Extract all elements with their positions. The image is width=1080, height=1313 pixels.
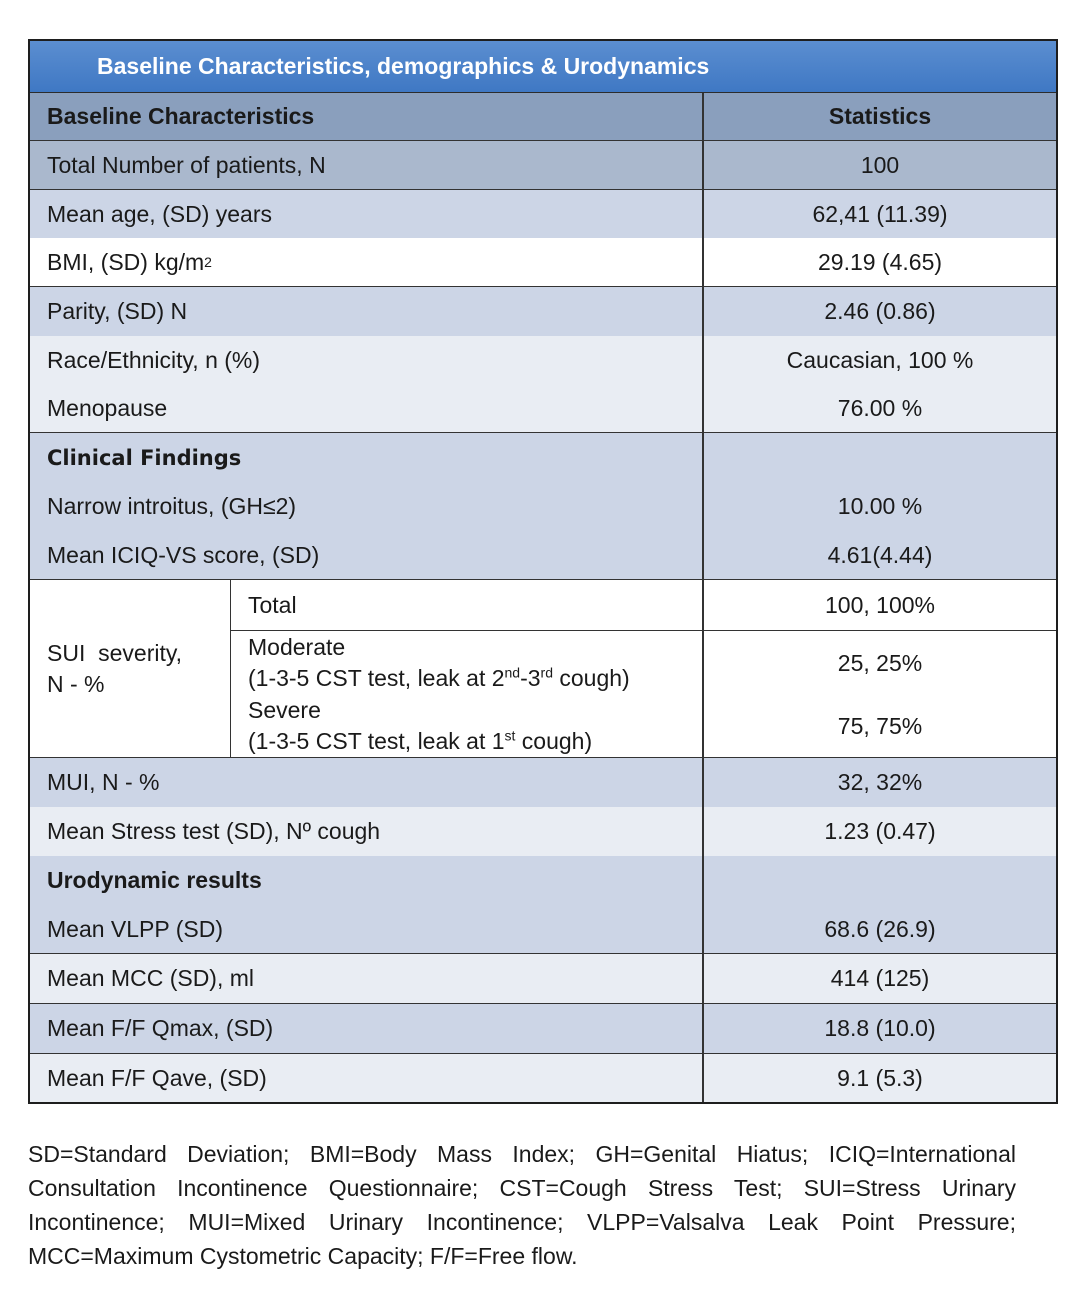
row-label: Mean ICIQ-VS score, (SD) — [30, 531, 704, 579]
sui-moderate-value: 25, 25% — [837, 649, 923, 676]
moderate-title: Moderate — [248, 634, 346, 660]
header-statistics: Statistics — [828, 103, 932, 129]
sui-subcategories — [231, 580, 704, 757]
severe-detail — [248, 726, 702, 757]
row-value: 9.1 (5.3) — [837, 1064, 923, 1091]
table-row — [30, 905, 1056, 954]
table-row — [30, 141, 1056, 190]
sui-severity-label — [30, 580, 231, 757]
row-label: Narrow introitus, (GH≤2) — [30, 482, 704, 531]
table-row — [30, 482, 1056, 531]
moderate-detail-pre: (1-3-5 CST test, leak at 2 — [248, 665, 505, 691]
empty-cell — [704, 856, 1056, 905]
row-label: Menopause — [30, 384, 704, 432]
row-value: 2.46 (0.86) — [824, 298, 936, 324]
header-characteristics: Baseline Characteristics — [30, 93, 704, 140]
urodynamic-results-heading: Urodynamic results — [30, 856, 704, 905]
section-heading-row — [30, 856, 1056, 905]
table-header-row — [30, 93, 1056, 141]
row-label: MUI, N - % — [30, 758, 704, 807]
row-value: Caucasian, 100 % — [786, 346, 974, 373]
sui-severity-block — [30, 580, 1056, 758]
severe-sup1: st — [504, 727, 516, 744]
row-label: Mean age, (SD) years — [30, 190, 704, 238]
table-title: Baseline Characteristics, demographics & Urodynamics — [30, 41, 1056, 93]
row-value: 76.00 % — [837, 394, 923, 421]
moderate-detail — [248, 663, 702, 694]
empty-cell — [704, 433, 1056, 482]
row-value: 414 (125) — [830, 965, 930, 991]
clinical-findings-heading: Clinical Findings — [30, 433, 704, 482]
table-row — [30, 758, 1056, 807]
row-value: 18.8 (10.0) — [824, 1015, 936, 1041]
sui-label-line2: N - % — [47, 670, 105, 697]
row-value: 1.23 (0.47) — [824, 818, 936, 844]
table-row — [30, 336, 1056, 384]
row-label: Mean F/F Qave, (SD) — [30, 1054, 704, 1102]
row-value: 68.6 (26.9) — [824, 915, 936, 942]
row-label: BMI, (SD) kg/m 2 — [30, 238, 704, 286]
row-label: Mean Stress test (SD), Nº cough — [30, 807, 704, 856]
section-heading-row — [30, 433, 1056, 482]
sui-severe-label — [231, 695, 702, 757]
row-value: 62,41 (11.39) — [812, 200, 948, 227]
table-row — [30, 531, 1056, 580]
abbreviations-footnote: SD=Standard Deviation; BMI=Body Mass Index; GH=Genital Hiatus; ICIQ=International Consultation Incontinence Questionnaire; CST=Cough Stress Test; SUI=Stress Urinary Incontinence; MUI=Mixed Urinary Incontinence; VLPP=Valsalva Leak Point Pressure; MCC=Maximum Cystometric Capacity; F/F=Free flow. — [28, 1141, 1016, 1269]
table-row — [30, 807, 1056, 856]
sui-moderate-label — [231, 631, 702, 695]
row-label: Total Number of patients, N — [30, 141, 704, 189]
sui-total-label: Total — [231, 580, 702, 631]
table-row — [30, 238, 1056, 287]
row-value: 4.61(4.44) — [827, 541, 933, 568]
row-value: 29.19 (4.65) — [817, 248, 943, 275]
moderate-sup1: nd — [504, 664, 521, 681]
table-row — [30, 190, 1056, 238]
row-label: Parity, (SD) N — [30, 287, 704, 336]
severe-title: Severe — [248, 697, 321, 723]
table-row — [30, 1004, 1056, 1054]
row-label: Mean F/F Qmax, (SD) — [30, 1004, 704, 1053]
table-row — [30, 287, 1056, 336]
severe-detail-pre: (1-3-5 CST test, leak at 1 — [248, 728, 505, 754]
table-row — [30, 1054, 1056, 1102]
table-row — [30, 954, 1056, 1004]
row-value: 100 — [860, 151, 900, 178]
moderate-detail-mid: -3 — [520, 665, 541, 691]
sui-label-line1: SUI severity, — [47, 639, 183, 666]
moderate-detail-post: cough) — [553, 665, 630, 691]
baseline-table — [28, 39, 1058, 1104]
severe-detail-post: cough) — [515, 728, 593, 754]
row-value: 10.00 % — [837, 493, 923, 519]
moderate-sup2: rd — [540, 664, 553, 681]
sui-values — [704, 580, 1056, 757]
row-value: 32, 32% — [837, 769, 923, 795]
sui-total-value: 100, 100% — [704, 580, 1056, 631]
sui-severe-value: 75, 75% — [837, 712, 923, 739]
table-row — [30, 384, 1056, 433]
row-label: Race/Ethnicity, n (%) — [30, 336, 704, 384]
row-label: Mean MCC (SD), ml — [30, 954, 704, 1003]
bmi-label: BMI, (SD) kg/m — [47, 248, 205, 275]
row-label: Mean VLPP (SD) — [30, 905, 704, 953]
